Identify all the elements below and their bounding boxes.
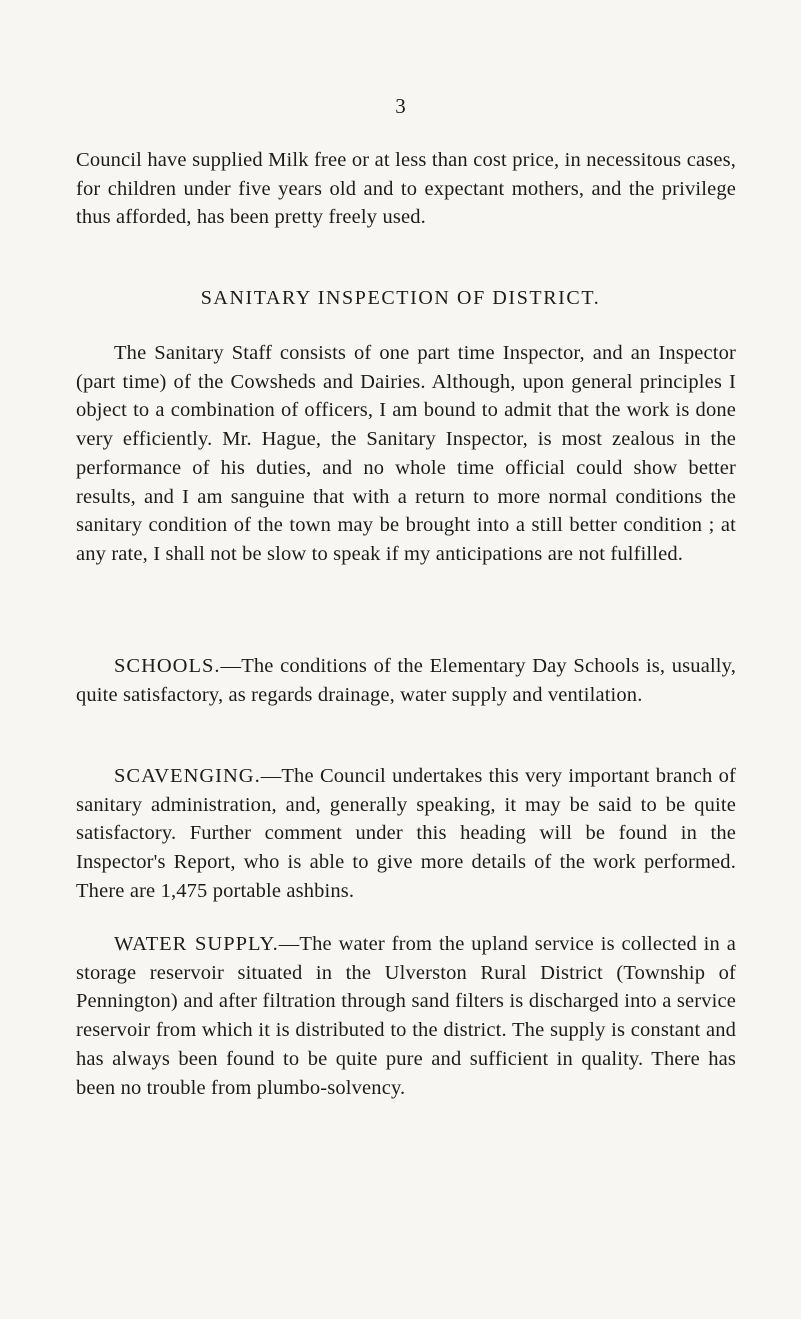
sanitary-staff-paragraph: The Sanitary Staff consists of one part time Inspector, and an Inspector (part time) of the Cowsheds and Dairies. Although, upon general principles I object to a combination of officers, I am bound to admit that the work is done very efficiently. Mr. Hague, the Sanitary Inspector, is most zealous in the performance of his duties, and no whole time official could show better results, and I am sanguine that with a return to more normal conditions the sanitary condition of the town may be brought into a still better condition ; at any rate, I shall not be slow to speak if my anticipations are not fulfilled.: [76, 342, 736, 565]
water-supply-lead: WATER SUPPLY.: [114, 933, 279, 955]
page-number: 3: [395, 94, 406, 118]
schools-text: —The conditions of the Elementary Day Schools is, usually, quite satisfactory, as regards drainage, water supply and ventilation.: [76, 655, 736, 706]
scavenging-text: —The Council undertakes this very important branch of sanitary administration, and, generally speaking, it may be said to be quite satisfactory. Further comment under this heading will be found in the Inspector's Report, who is able to give more details of the work performed. There are 1,475 portable ashbins.: [76, 765, 736, 902]
scavenging-lead: SCAVENGING.: [114, 765, 261, 787]
water-supply-text: —The water from the upland service is collected in a storage reservoir situated in the Ulverston Rural District (Township of Pennington) and after filtration through sand filters is discharged into a service reservoir from which it is distributed to the district. The supply is constant and has always been found to be quite pure and sufficient in quality. There has been no trouble from plumbo-solvency.: [76, 933, 736, 1099]
intro-paragraph: Council have supplied Milk free or at less than cost price, in necessitous cases, for children under five years old and to expectant mothers, and the privilege thus afforded, has been pretty freely used.: [76, 149, 736, 229]
section-heading: SANITARY INSPECTION OF DISTRICT.: [200, 287, 601, 309]
schools-paragraph: [76, 652, 736, 709]
scavenging-paragraph: [76, 762, 736, 906]
schools-lead: SCHOOLS.: [114, 655, 221, 677]
water-supply-paragraph: [76, 930, 736, 1102]
